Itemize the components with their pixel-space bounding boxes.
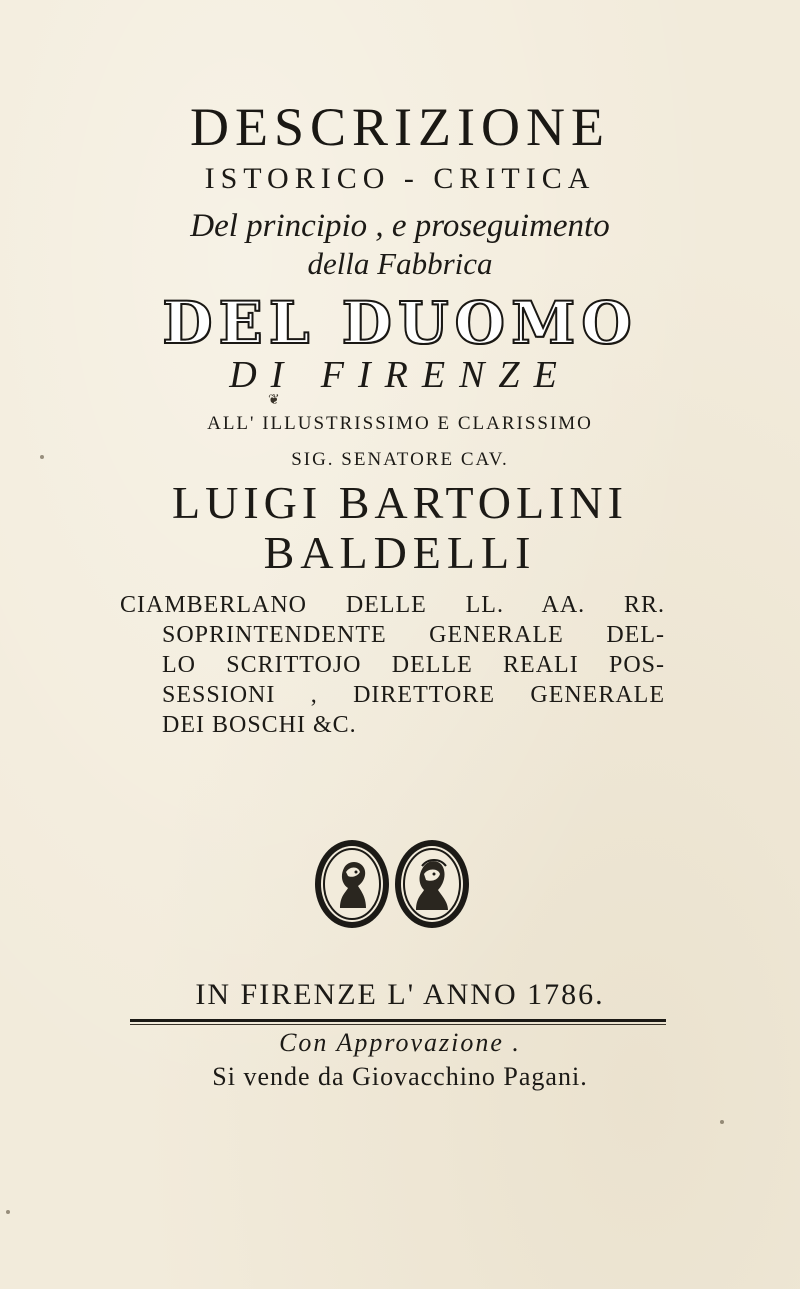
dedicatee-titles (120, 590, 665, 740)
paper-speck (720, 1120, 724, 1124)
city-heading: DI FIRENZE (229, 354, 571, 396)
left-medallion (315, 840, 389, 928)
titles-line: CIAMBERLANO DELLE LL. AA. RR. (120, 592, 665, 618)
subject-heading: DEL DUOMO (162, 289, 638, 357)
titles-line: SESSIONI , DIRETTORE GENERALE (162, 682, 665, 708)
twin-portrait-medallions-icon (312, 836, 474, 932)
divider-rule (130, 1019, 666, 1022)
titles-line: DEI BOSCHI &C. (162, 712, 357, 738)
description-line-2: della Fabbrica (307, 246, 493, 281)
divider-rule-thin (130, 1024, 666, 1025)
book-subtitle: ISTORICO - CRITICA (204, 162, 596, 195)
approval-line: Con Approvazione . (279, 1028, 521, 1057)
dedication-line-2: SIG. SENATORE CAV. (291, 449, 509, 470)
paper-speck (40, 455, 44, 459)
book-title: DESCRIZIONE (190, 97, 610, 157)
dedication-line-1: ALL' ILLUSTRISSIMO E CLARISSIMO (207, 413, 593, 434)
dedicatee-name-line-2: BALDELLI (263, 527, 537, 578)
titles-line: SOPRINTENDENTE GENERALE DEL- (162, 622, 665, 648)
paper-speck (6, 1210, 10, 1214)
small-ornament-icon: ❦ (268, 392, 280, 408)
right-medallion (395, 840, 469, 928)
imprint-line: IN FIRENZE L' ANNO 1786. (195, 978, 605, 1011)
description-line-1: Del principio , e proseguimento (190, 208, 610, 244)
seller-line: Si vende da Giovacchino Pagani. (212, 1062, 588, 1091)
titles-line: LO SCRITTOJO DELLE REALI POS- (162, 652, 665, 678)
dedicatee-name-line-1: LUIGI BARTOLINI (172, 477, 628, 528)
